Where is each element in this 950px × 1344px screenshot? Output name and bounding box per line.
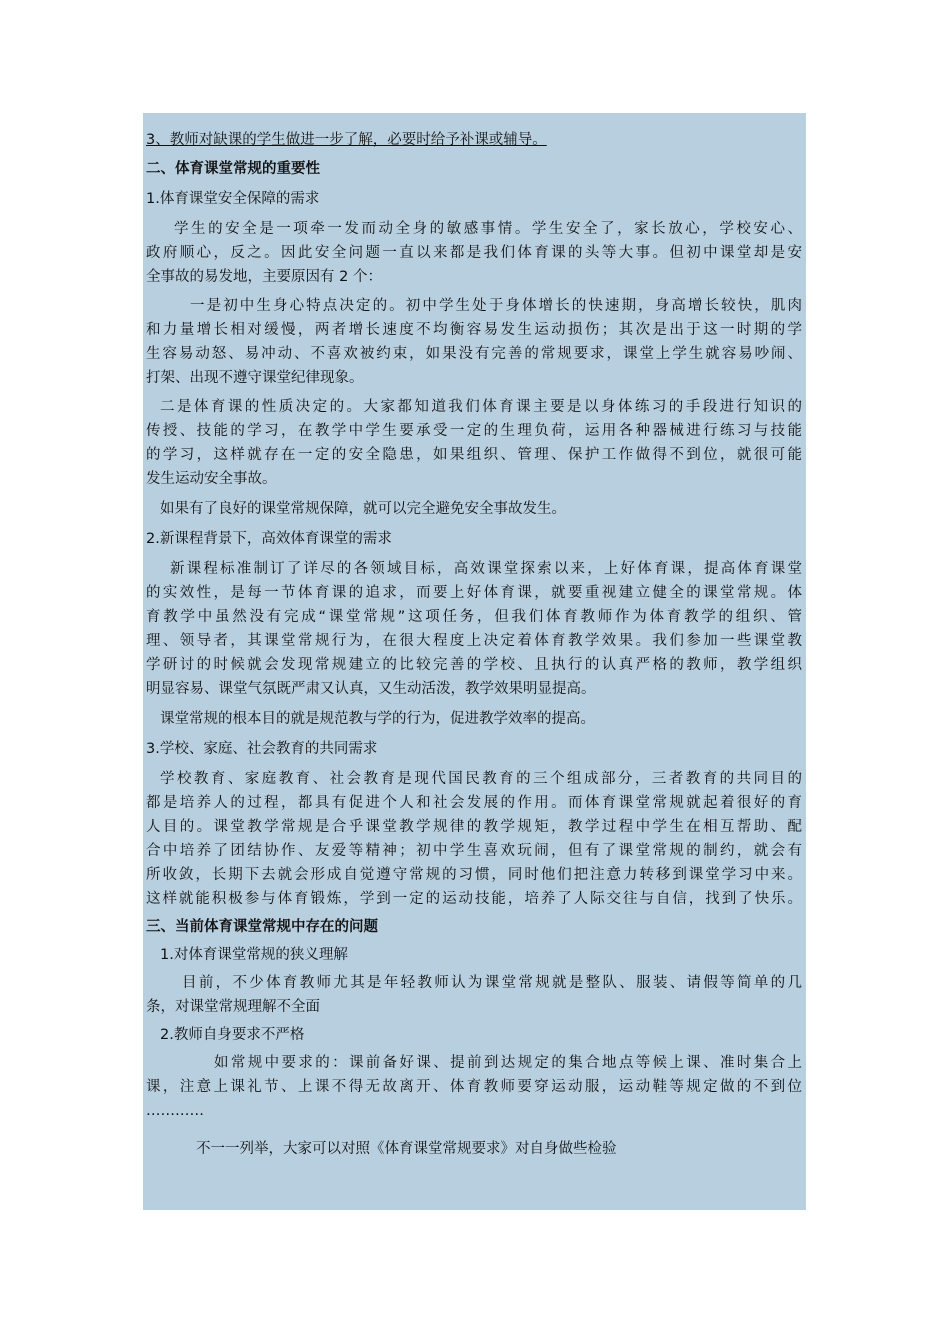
paragraph-final-note: 不一一列举，大家可以对照《体育课堂常规要求》对自身做些检验 xyxy=(196,1141,617,1157)
paragraph-safety-conclusion: 如果有了良好的课堂常规保障，就可以完全避免安全事故发生。 xyxy=(160,501,566,517)
problem-title-1: 1.对体育课堂常规的狭义理解 xyxy=(160,947,348,963)
document-page xyxy=(143,113,806,1210)
paragraph-new-curriculum: 新课程标准制订了详尽的各领域目标，高效课堂探索以来，上好体育课，提高体育课堂 的实效性，是每一节体育课的追求，而要上好体育课，就要重视建立健全的课堂常规。体 育教学中虽然没有完成“课堂常规”这项任务，但我们体育教师作为体育教学的组织、管 理、领导者，其课堂常规行为，在很大程度上决定着体育教学效果。我们参加一些课堂教 学研讨的时候就会发现常规建立的比较完善的学校、且执行的认真严格的教师，教学组织 明显容易、课堂气氛既严肃又认真，又生动活泼，教学效果明显提高。 xyxy=(146,561,802,697)
problem-title-2: 2.教师自身要求不严格 xyxy=(160,1027,305,1043)
paragraph-routine-purpose: 课堂常规的根本目的就是规范教与学的行为，促进教学效率的提高。 xyxy=(160,711,595,727)
section-heading-3: 三、当前体育课堂常规中存在的问题 xyxy=(146,919,378,935)
paragraph-safety-intro: 学生的安全是一项牵一发而动全身的敏感事情。学生安全了，家长放心，学校安心、 政府顺心，反之。因此安全问题一直以来都是我们体育课的头等大事。但初中课堂却是安 全事故的易发地，主要原因有 2 个： xyxy=(146,221,802,285)
paragraph-reason-two: 二是体育课的性质决定的。大家都知道我们体育课主要是以身体练习的手段进行知识的 传授、技能的学习，在教学中学生要承受一定的生理负荷，运用各种器械进行练习与技能 的学习，这样就存在一定的安全隐患，如果组织、管理、保护工作做得不到位，就很可能 发生运动安全事故。 xyxy=(146,399,802,487)
section-heading-2: 二、体育课堂常规的重要性 xyxy=(146,161,320,177)
paragraph-shared-needs: 学校教育、家庭教育、社会教育是现代国民教育的三个组成部分，三者教育的共同目的 都是培养人的过程，都具有促进个人和社会发展的作用。而体育课堂常规就起着很好的育 人目的。课堂教学常规是合乎课堂教学规律的教学规矩，教学过程中学生在相互帮助、配 合中培养了团结协作、友爱等精神；初中学生喜欢玩闹，但有了课堂常规的制约，就会有 所收敛，长期下去就会形成自觉遵守常规的习惯，同时他们把注意力转移到课堂学习中来。 这样就能积极参与体育锻炼，学到一定的运动技能，培养了人际交往与自信，找到了快乐。 xyxy=(146,771,802,907)
subsection-title-3: 3.学校、家庭、社会教育的共同需求 xyxy=(146,741,378,757)
subsection-title-2: 2.新课程背景下，高效体育课堂的需求 xyxy=(146,531,392,547)
subsection-title-1: 1.体育课堂安全保障的需求 xyxy=(146,191,320,207)
paragraph-narrow-understanding: 目前，不少体育教师尤其是年轻教师认为课堂常规就是整队、服装、请假等简单的几 条，对课堂常规理解不全面 xyxy=(146,975,802,1015)
item-3-line: 3、教师对缺课的学生做进一步了解，必要时给予补课或辅导。 xyxy=(146,132,547,148)
paragraph-teacher-requirements: 如常规中要求的：课前备好课、提前到达规定的集合地点等候上课、准时集合上 课，注意上课礼节、上课不得无故离开、体育教师要穿运动服，运动鞋等规定做的不到位 ………… xyxy=(146,1055,802,1119)
paragraph-reason-one: 一是初中生身心特点决定的。初中学生处于身体增长的快速期，身高增长较快，肌肉 和力量增长相对缓慢，两者增长速度不均衡容易发生运动损伤；其次是出于这一时期的学 生容易动怒、易冲动、不喜欢被约束，如果没有完善的常规要求，课堂上学生就容易吵闹、 打架、出现不遵守课堂纪律现象。 xyxy=(146,298,802,386)
